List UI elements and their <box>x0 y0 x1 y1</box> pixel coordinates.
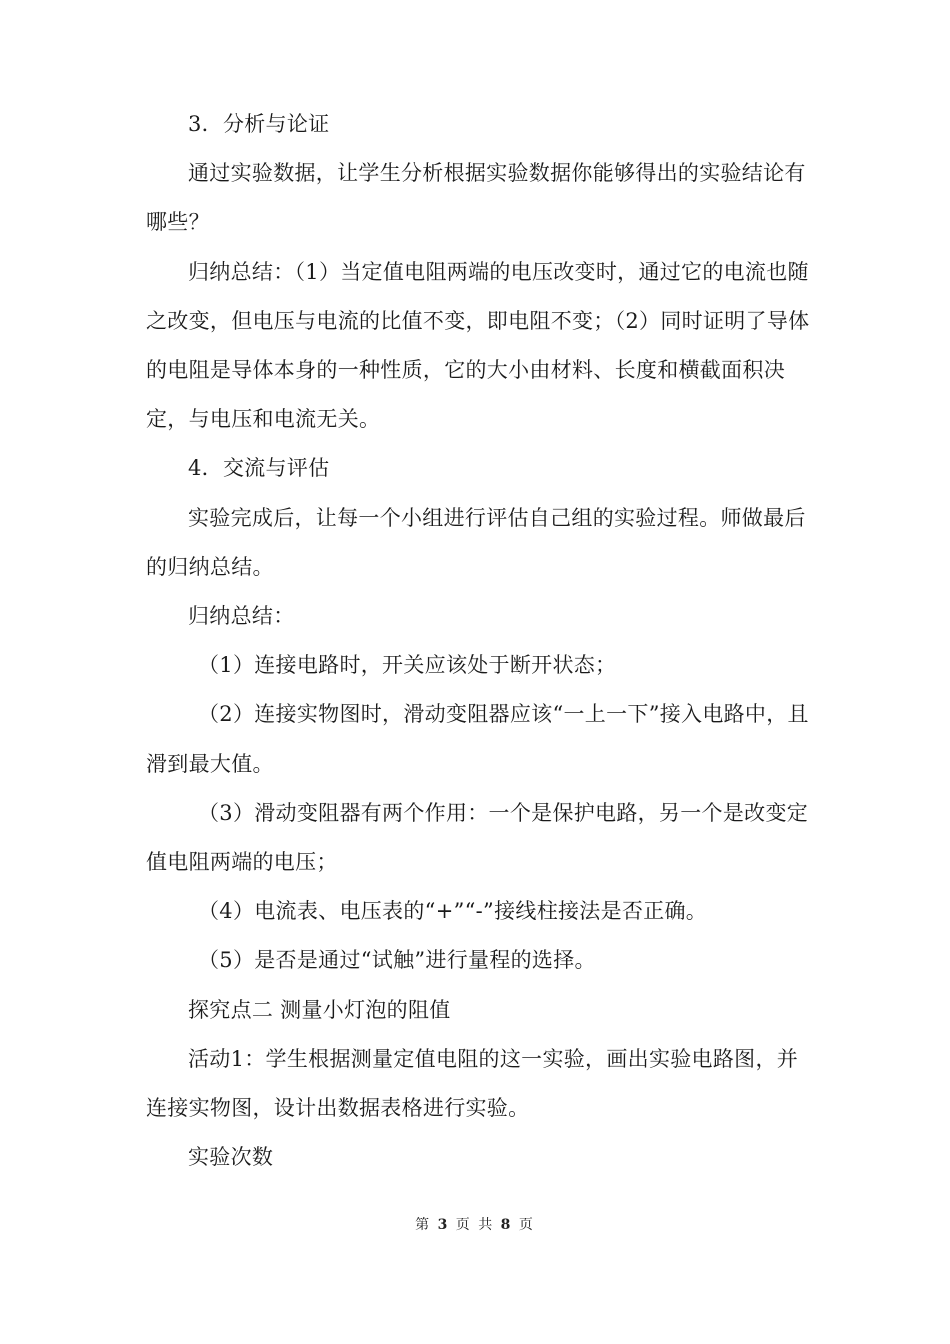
summary-item-1: （1）连接电路时，开关应该处于断开状态； <box>198 653 617 678</box>
analysis-summary: 归纳总结：（1）当定值电阻两端的电压改变时，通过它的电流也随之改变，但电压与电流的比值不变，即电阻不变；（2）同时证明了导体的电阻是导体本身的一种性质，它的大小由材料、长度和横截面积决定，与电压和电流无关。 <box>146 259 810 432</box>
footer-middle: 页 共 <box>455 1217 495 1233</box>
body-text <box>146 100 814 1182</box>
activity-1-text: 活动1：学生根据测量定值电阻的这一实验，画出实验电路图，并连接实物图，设计出数据表格进行实验。 <box>146 1046 799 1121</box>
analysis-question: 通过实验数据，让学生分析根据实验数据你能够得出的实验结论有哪些？ <box>146 161 806 235</box>
footer-page-number: 3 <box>437 1217 450 1233</box>
footer-total-pages: 8 <box>500 1217 513 1233</box>
summary-item-2: （2）连接实物图时，滑动变阻器应该“一上一下”接入电路中，且滑到最大值。 <box>146 702 809 776</box>
experiment-count-label: 实验次数 <box>188 1145 274 1170</box>
footer-suffix: 页 <box>518 1217 535 1233</box>
summary-item-3: （3）滑动变阻器有两个作用：一个是保护电路，另一个是改变定值电阻两端的电压； <box>146 800 809 875</box>
evaluation-text: 实验完成后，让每一个小组进行评估自己组的实验过程。师做最后的归纳总结。 <box>146 505 806 579</box>
summary-label: 归纳总结： <box>188 604 295 629</box>
inquiry-point-heading: 探究点二 测量小灯泡的阻值 <box>188 997 451 1022</box>
footer-prefix: 第 <box>415 1217 432 1233</box>
summary-item-4: （4）电流表、电压表的“+”“-”接线柱接法是否正确。 <box>198 899 708 924</box>
evaluation-heading: 4．交流与评估 <box>188 456 330 481</box>
analysis-heading: 3．分析与论证 <box>188 112 330 136</box>
page-footer <box>0 1214 950 1234</box>
summary-item-5: （5）是否是通过“试触”进行量程的选择。 <box>198 948 596 973</box>
